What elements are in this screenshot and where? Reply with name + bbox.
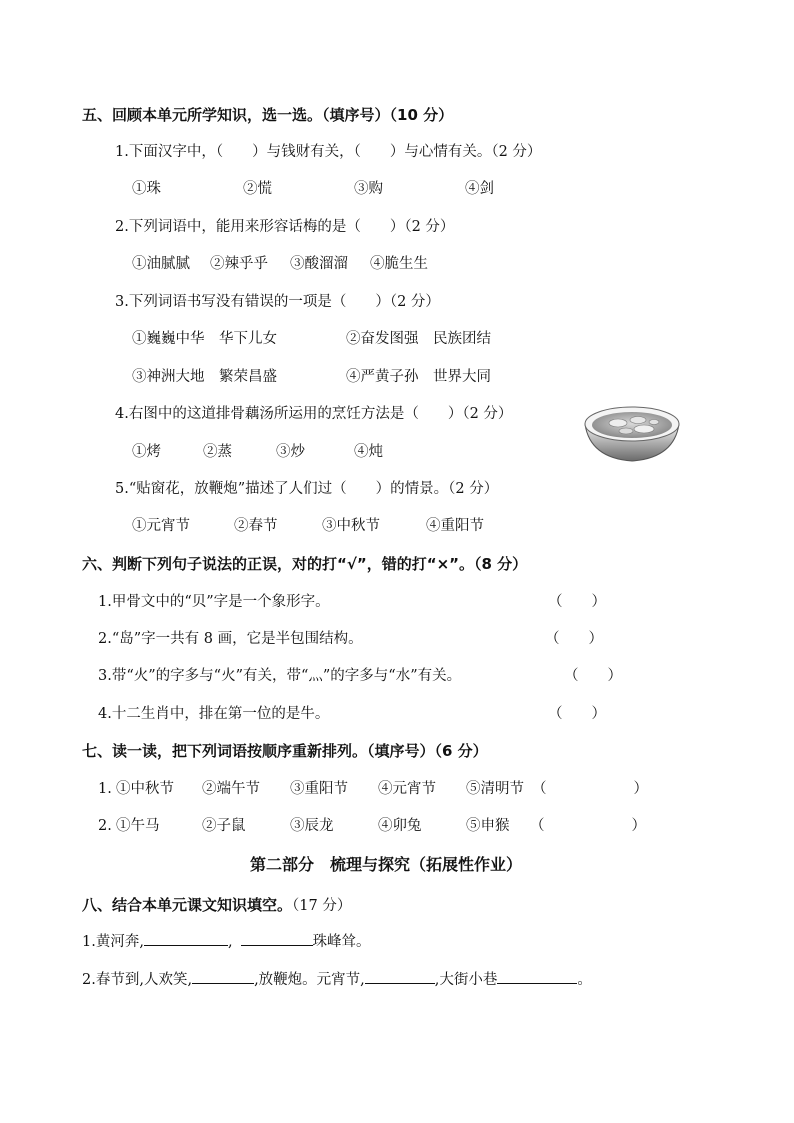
option: ①中秋节 xyxy=(116,781,174,797)
section-5-heading: 五、回顾本单元所学知识，选一选。（填序号）（10 分） xyxy=(82,106,454,124)
option: ①巍巍中华 华下儿女 xyxy=(132,331,277,347)
fill-text: , xyxy=(227,934,233,950)
section-8-heading: 八、结合本单元课文知识填空。 xyxy=(82,896,293,914)
fill-text: 。 xyxy=(577,972,592,988)
option: ⑤申猴 xyxy=(466,818,510,834)
option: ③酸溜溜 xyxy=(290,256,348,272)
q5-5-stem: 5.“贴窗花，放鞭炮”描述了人们过（ ）的情景。（2 分） xyxy=(115,481,499,497)
option: ⑤清明节 xyxy=(466,781,524,797)
answer-paren: （ ） xyxy=(548,594,606,610)
option: ②春节 xyxy=(234,518,278,534)
soup-bowl-image xyxy=(582,398,682,464)
option: ①午马 xyxy=(116,818,160,834)
answer-paren: （ ） xyxy=(545,631,603,647)
option: ③炒 xyxy=(276,444,305,460)
option: ②端午节 xyxy=(202,781,260,797)
item-number: 1. xyxy=(98,781,112,797)
option: ④脆生生 xyxy=(370,256,428,272)
section-8-heading-row xyxy=(82,894,351,917)
section-7-heading: 七、读一读，把下列词语按顺序重新排列。（填序号）（6 分） xyxy=(82,742,488,760)
option: ①元宵节 xyxy=(132,518,190,534)
judge-item: 1.甲骨文中的“贝”字是一个象形字。 xyxy=(98,594,330,610)
fill-blank[interactable] xyxy=(497,968,577,984)
answer-paren: （ ） xyxy=(530,818,646,834)
judge-item: 4.十二生肖中，排在第一位的是牛。 xyxy=(98,706,330,722)
option: ②子鼠 xyxy=(202,818,246,834)
option: ④严黄子孙 世界大同 xyxy=(346,369,491,385)
fill-line-1 xyxy=(82,930,371,953)
option: ②蒸 xyxy=(203,444,232,460)
option: ④炖 xyxy=(354,444,383,460)
option: ②辣乎乎 xyxy=(210,256,268,272)
fill-text: 珠峰耸。 xyxy=(312,934,371,950)
judge-item: 2.“岛”字一共有 8 画，它是半包围结构。 xyxy=(98,631,363,647)
fill-blank[interactable] xyxy=(144,930,228,946)
section-6-heading: 六、判断下列句子说法的正误，对的打“√”，错的打“×”。（8 分） xyxy=(82,555,528,573)
q5-2-stem: 2.下列词语中，能用来形容话梅的是（ ）（2 分） xyxy=(115,219,455,235)
answer-paren: （ ） xyxy=(532,781,648,797)
option: ①烤 xyxy=(132,444,161,460)
option: ②慌 xyxy=(243,181,272,197)
option: ③重阳节 xyxy=(290,781,348,797)
option: ④元宵节 xyxy=(378,781,436,797)
option: ④剑 xyxy=(465,181,494,197)
answer-paren: （ ） xyxy=(564,668,622,684)
judge-item: 3.带“火”的字多与“火”有关，带“灬”的字多与“水”有关。 xyxy=(98,668,462,684)
fill-text: ,放鞭炮。元宵节, xyxy=(254,972,365,988)
option: ③辰龙 xyxy=(290,818,334,834)
option: ④卯兔 xyxy=(378,818,422,834)
option: ④重阳节 xyxy=(426,518,484,534)
q5-1-stem: 1.下面汉字中，（ ）与钱财有关，（ ）与心情有关。（2 分） xyxy=(115,144,542,160)
option: ①珠 xyxy=(132,181,161,197)
fill-line-2 xyxy=(82,968,592,991)
q5-3-stem: 3.下列词语书写没有错误的一项是（ ）（2 分） xyxy=(115,294,440,310)
part-2-title: 第二部分 梳理与探究（拓展性作业） xyxy=(250,855,523,874)
option: ①油腻腻 xyxy=(132,256,190,272)
fill-blank[interactable] xyxy=(241,930,313,946)
fill-text: ,大街小巷 xyxy=(434,972,498,988)
option: ③中秋节 xyxy=(322,518,380,534)
option: ③购 xyxy=(354,181,383,197)
item-number: 2. xyxy=(98,818,112,834)
fill-blank[interactable] xyxy=(365,968,435,984)
section-8-points: （17 分） xyxy=(292,898,352,914)
fill-blank[interactable] xyxy=(192,968,254,984)
answer-paren: （ ） xyxy=(548,706,606,722)
option: ③神洲大地 繁荣昌盛 xyxy=(132,369,277,385)
fill-text: 2.春节到,人欢笑, xyxy=(82,972,193,988)
option: ②奋发图强 民族团结 xyxy=(346,331,491,347)
q5-4-stem: 4.右图中的这道排骨藕汤所运用的烹饪方法是（ ）（2 分） xyxy=(115,406,513,422)
fill-text: 1.黄河奔, xyxy=(82,934,144,950)
